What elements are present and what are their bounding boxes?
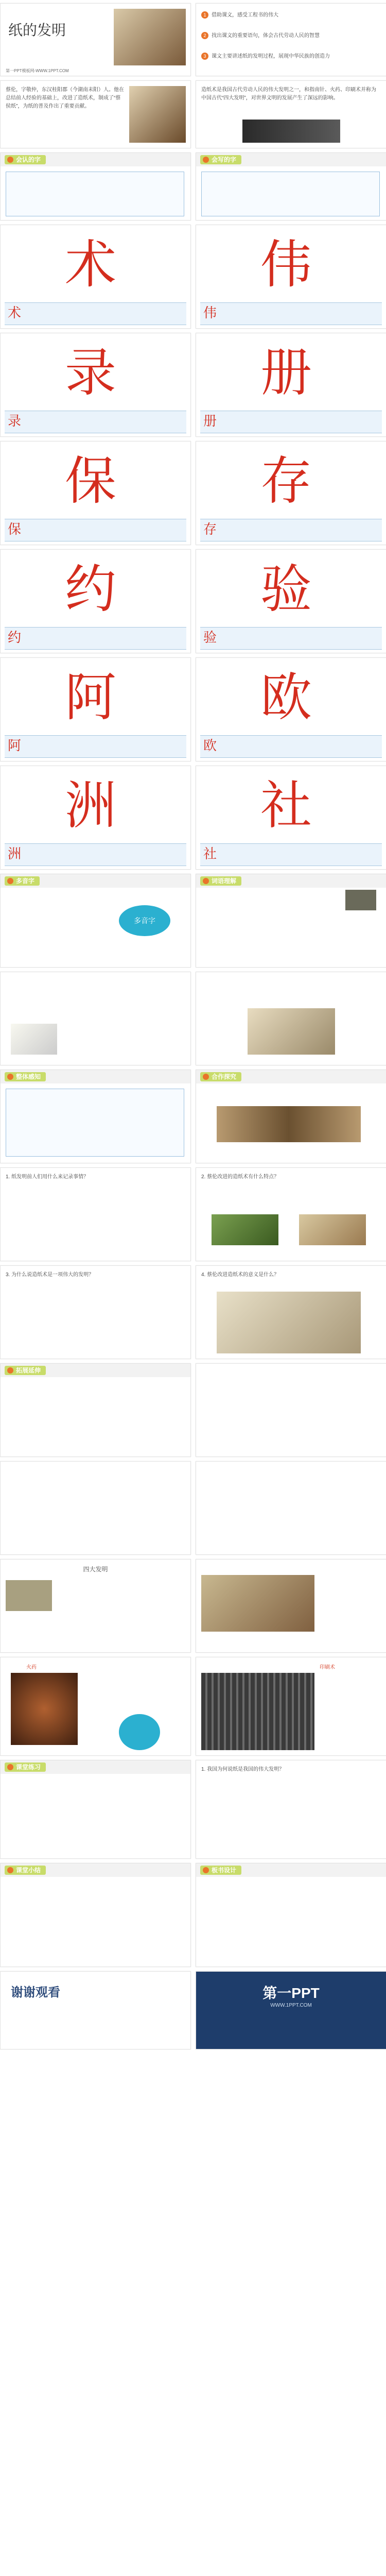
slide-header	[1, 1364, 190, 1377]
ad-slide	[196, 1971, 386, 2049]
slide-caption: 第一PPT模板网-WWW.1PPT.COM	[6, 69, 69, 73]
slide-title: 课堂练习	[5, 1762, 46, 1772]
writing-materials-image	[217, 1106, 361, 1142]
hemp-image	[299, 1214, 366, 1245]
summary-slide	[0, 1863, 191, 1967]
slide-title: 整体感知	[5, 1072, 46, 1081]
question-4-slide	[196, 1265, 386, 1359]
row-12	[0, 1066, 386, 1164]
char-slide-2	[196, 225, 386, 329]
question-1-slide	[0, 1167, 191, 1261]
slide-title: 课堂小结	[5, 1866, 46, 1875]
answer-text	[6, 1189, 183, 1219]
ad-brand: 第一PPT	[262, 1985, 320, 2001]
slide-title: 拓展延伸	[5, 1366, 46, 1375]
row-1	[0, 0, 386, 77]
gunpowder-badge	[119, 1714, 160, 1750]
char-slide-1	[0, 225, 191, 329]
slide-title: 四大发明	[83, 1566, 108, 1573]
slide-title: 合作探究	[200, 1072, 241, 1081]
compass-image	[6, 1580, 52, 1611]
stroke-grid	[200, 843, 382, 866]
polyphone-bubble: 多音字	[119, 905, 170, 936]
row-17	[0, 1556, 386, 1654]
bronze-vessel-image	[345, 890, 376, 910]
explore-slide	[196, 1070, 386, 1163]
stroke-grid	[5, 519, 186, 541]
content-box	[6, 1089, 184, 1157]
slide-header	[1, 153, 190, 166]
large-char: 约	[65, 559, 116, 619]
stroke-grid	[5, 735, 186, 758]
row-11	[0, 969, 386, 1066]
row-18	[0, 1654, 386, 1757]
slide-title: 会写的字	[200, 155, 241, 164]
stroke-grid	[5, 411, 186, 433]
large-char: 术	[65, 234, 116, 295]
author-slide	[0, 80, 191, 148]
row-6	[0, 438, 386, 546]
practice-question-slide	[196, 1760, 386, 1859]
char-slide-10	[196, 657, 386, 761]
row-5	[0, 330, 386, 438]
question-text: 2. 蔡伦改进的造纸术有什么特点？	[201, 1174, 279, 1180]
thanks-text: 谢谢观看	[11, 1986, 60, 1999]
printing-slide	[196, 1657, 386, 1756]
bamboo-slide	[196, 972, 386, 1065]
small-char: 保	[7, 522, 21, 537]
slide-header	[1, 874, 190, 888]
char-slide-11	[0, 766, 191, 870]
char-slide-6	[196, 441, 386, 545]
stroke-grid	[5, 627, 186, 650]
slide-title: 会认的字	[5, 155, 46, 164]
small-char: 洲	[7, 846, 21, 862]
stroke-grid	[5, 843, 186, 866]
row-21	[0, 1968, 386, 2050]
silk-slide	[0, 972, 191, 1065]
question-3-slide	[0, 1265, 191, 1359]
char-grid	[201, 172, 380, 216]
reading-slide	[196, 1363, 386, 1457]
slide-title: 多音字	[5, 876, 40, 886]
row-10	[0, 871, 386, 969]
extension-slide	[0, 1363, 191, 1457]
large-char: 录	[65, 343, 116, 403]
char-slide-7	[0, 549, 191, 653]
small-char: 验	[203, 630, 217, 646]
movable-type-image	[201, 1673, 314, 1750]
write-chars-slide	[196, 152, 386, 221]
large-char: 册	[260, 343, 312, 403]
author-text: 蔡伦，字敬仲，东汉桂阳郡（今湖南耒阳）人。他在总结前人经验的基础上，改进了造纸术，制成了“蔡侯纸”，为纸的普及作出了重要贡献。	[6, 87, 124, 109]
practice-slide	[0, 1760, 191, 1859]
cai-lun-portrait	[114, 9, 186, 65]
objective-3: 3 课文主要讲述纸的发明过程，展现中华民族的创造力	[201, 53, 376, 61]
question-text: 1. 纸发明前人们用什么来记录事情？	[6, 1174, 89, 1180]
small-char: 存	[203, 522, 217, 537]
slide-header	[196, 1863, 386, 1877]
small-char: 册	[203, 414, 217, 429]
small-char: 伟	[203, 306, 217, 321]
large-char: 欧	[260, 667, 312, 727]
four-inventions-slide	[0, 1559, 191, 1653]
slide-header	[1, 1760, 190, 1774]
stroke-grid	[200, 627, 382, 650]
char-slide-3	[0, 333, 191, 437]
large-char: 存	[260, 451, 312, 511]
gunpowder-label: 火药	[26, 1665, 37, 1670]
author-portrait	[129, 86, 186, 143]
slide-header	[196, 153, 386, 166]
row-9	[0, 762, 386, 871]
row-19	[0, 1757, 386, 1860]
small-char: 阿	[7, 738, 21, 754]
page-title: 纸的发明	[8, 22, 66, 39]
char-slide-5	[0, 441, 191, 545]
slide-header	[196, 874, 386, 888]
small-char: 录	[7, 414, 21, 429]
stroke-grid	[5, 302, 186, 325]
number-badge-1: 1	[201, 11, 208, 19]
text-slide	[0, 1461, 191, 1555]
papermaking-slide	[196, 1559, 386, 1653]
large-char: 社	[260, 775, 312, 836]
question-text: 3. 为什么说造纸术是一项伟大的发明？	[6, 1272, 94, 1278]
blackboard-slide	[196, 1863, 386, 1967]
objective-1: 1 借助课文，感受工程书的伟大	[201, 11, 376, 20]
char-slide-8	[196, 549, 386, 653]
slide-title: 板书设计	[200, 1866, 241, 1875]
printing-label: 印刷术	[320, 1665, 335, 1670]
plant-image	[212, 1214, 278, 1245]
question-2-slide	[196, 1167, 386, 1261]
large-char: 伟	[260, 234, 312, 295]
stroke-grid	[200, 519, 382, 541]
small-char: 社	[203, 846, 217, 862]
large-char: 保	[65, 451, 116, 511]
slide-header	[1, 1863, 190, 1877]
number-badge-2: 2	[201, 32, 208, 39]
slide-header	[1, 1070, 190, 1083]
row-13	[0, 1164, 386, 1262]
char-slide-12	[196, 766, 386, 870]
papermaking-process-image	[217, 1292, 361, 1353]
slide-title: 词语理解	[200, 876, 241, 886]
title-slide	[0, 3, 191, 76]
question-text: 1. 我国为何说纸是我国的伟大发明？	[201, 1767, 285, 1772]
row-7	[0, 546, 386, 654]
large-char: 洲	[65, 775, 116, 836]
thanks-slide	[0, 1971, 191, 2049]
row-16	[0, 1458, 386, 1556]
number-badge-3: 3	[201, 53, 208, 60]
objective-2: 2 找出课文的重要语句，体会古代劳动人民的智慧	[201, 32, 376, 40]
row-15	[0, 1360, 386, 1458]
char-grid	[6, 172, 184, 216]
char-slide-9	[0, 657, 191, 761]
text-slide-2	[196, 1461, 386, 1555]
large-char: 验	[260, 559, 312, 619]
row-8	[0, 654, 386, 762]
stroke-grid	[200, 302, 382, 325]
row-20	[0, 1860, 386, 1968]
row-3	[0, 149, 386, 222]
ad-url: WWW.1PPT.COM	[270, 2003, 312, 2008]
overview-slide	[0, 1070, 191, 1163]
stroke-grid	[200, 735, 382, 758]
small-char: 欧	[203, 738, 217, 754]
row-2	[0, 77, 386, 149]
polyphone-slide	[0, 874, 191, 968]
question-text: 4. 蔡伦改进造纸术的意义是什么？	[201, 1272, 279, 1278]
small-char: 术	[7, 306, 21, 321]
background-text: 造纸术是我国古代劳动人民的伟大发明之一，和指南针、火药、印刷术并称为中国古代“四大发明”，对世界文明的发展产生了深远的影响。	[201, 87, 376, 101]
gunpowder-image	[11, 1673, 78, 1745]
background-slide	[196, 80, 386, 148]
row-14	[0, 1262, 386, 1360]
small-char: 约	[7, 630, 21, 646]
stroke-grid	[200, 411, 382, 433]
recognize-chars-slide	[0, 152, 191, 221]
vocab-slide	[196, 874, 386, 968]
paper-image	[242, 120, 340, 143]
gunpowder-slide	[0, 1657, 191, 1756]
objectives-slide	[196, 3, 386, 76]
row-4	[0, 222, 386, 330]
char-slide-4	[196, 333, 386, 437]
bamboo-slips-image	[248, 1008, 335, 1055]
papermaking-image	[201, 1575, 314, 1632]
silk-image	[11, 1024, 57, 1055]
slide-header	[196, 1070, 386, 1083]
large-char: 阿	[65, 667, 116, 727]
